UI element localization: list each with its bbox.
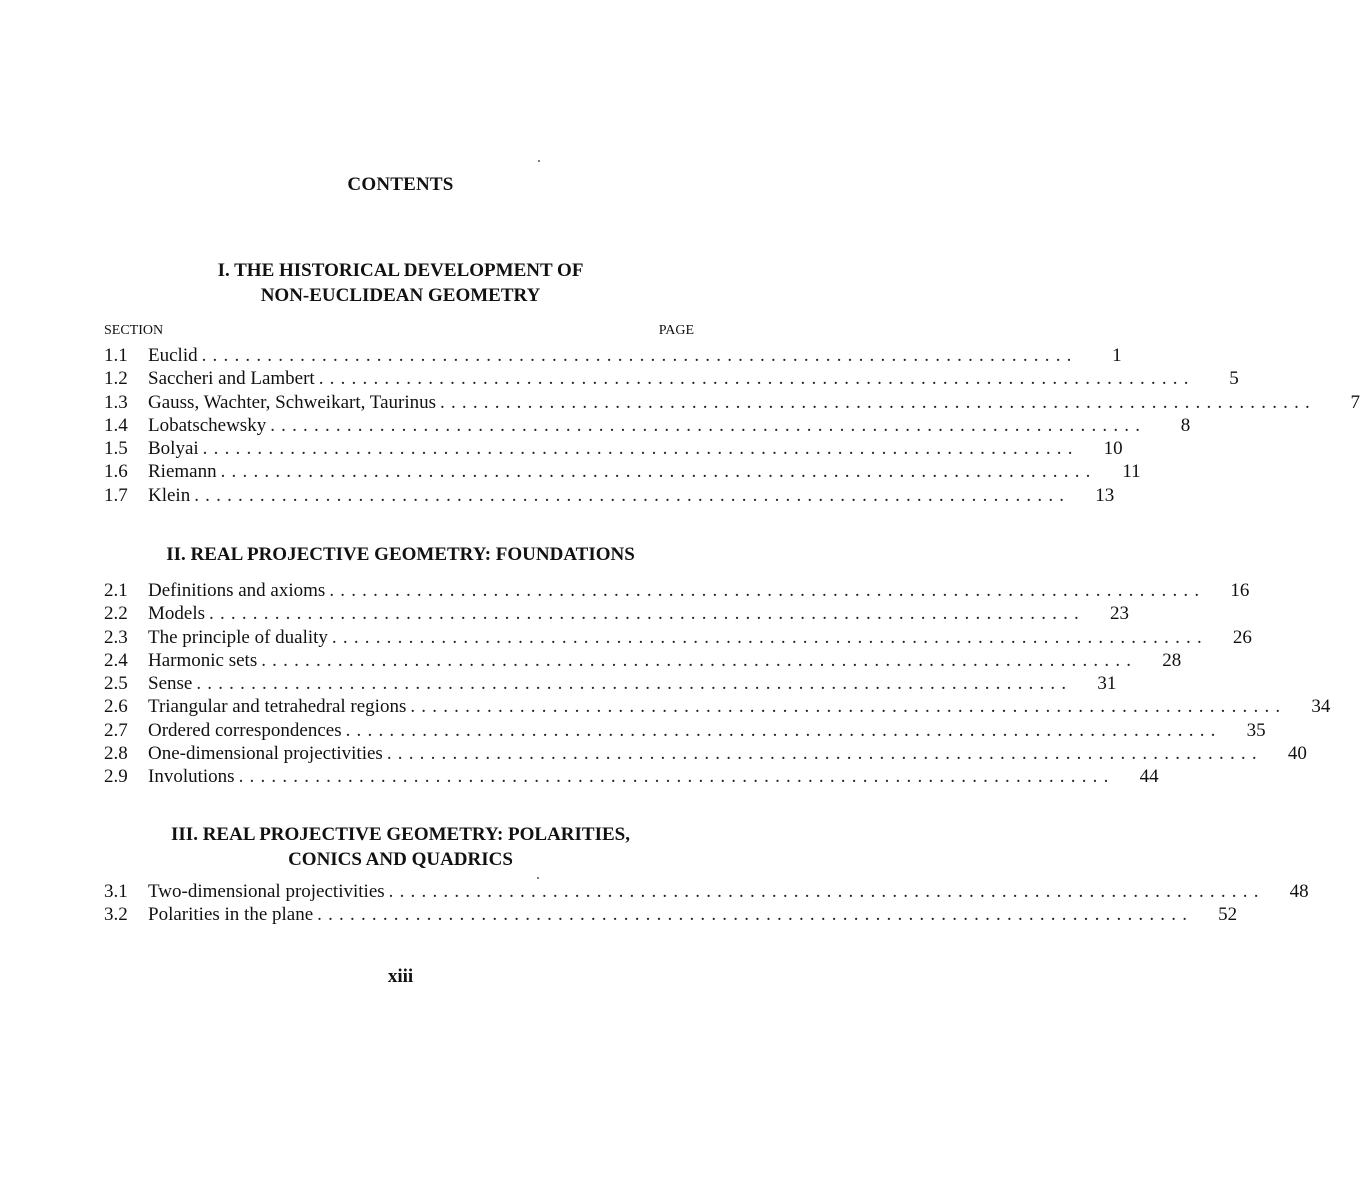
toc-entry-title: Triangular and tetrahedral regions (148, 696, 407, 718)
toc-entry-title: Models (148, 603, 205, 625)
dot-leader: ................................................................................ (317, 904, 1194, 926)
chapter-heading-3 (0, 822, 801, 872)
toc-entry-number: 2.9 (104, 766, 128, 788)
toc-entry-number: 2.8 (104, 743, 128, 765)
toc-entry-number: 2.2 (104, 603, 128, 625)
toc-entry-page: 1 (1112, 345, 1122, 366)
toc-entry-number: 3.1 (104, 881, 128, 902)
toc-entry-page: 44 (1139, 766, 1159, 788)
toc-entry-page: 7 (1350, 391, 1360, 413)
toc-entry-page: 35 (1246, 719, 1266, 741)
toc-entry-page: 13 (1095, 484, 1115, 506)
toc-entry-number: 2.4 (104, 649, 128, 671)
toc-entry (104, 461, 1141, 484)
dot-leader: ................................................................................ (388, 881, 1265, 902)
chapter-heading-line: CONICS AND QUADRICS (288, 849, 513, 870)
chapter-heading-line: III. REAL PROJECTIVE GEOMETRY: POLARITIES, (171, 824, 630, 845)
toc-entry-title: Two-dimensional projectivities (148, 881, 385, 902)
toc-entry-page: 40 (1287, 743, 1307, 765)
toc-entry (104, 673, 1117, 696)
toc-entry (104, 484, 1115, 508)
toc-list-chapter-2 (104, 580, 1331, 790)
toc-entry-title: Harmonic sets (148, 649, 258, 671)
toc-entry-title: Euclid (148, 345, 198, 366)
dot-leader: ................................................................................ (209, 603, 1085, 625)
toc-entry-title: Saccheri and Lambert (148, 368, 315, 390)
dot-leader: ................................................................................ (220, 461, 1097, 483)
column-labels (104, 323, 694, 339)
toc-entry (104, 649, 1182, 673)
chapter-heading-line: NON-EUCLIDEAN GEOMETRY (260, 285, 541, 306)
toc-entry-title: The principle of duality (148, 626, 328, 648)
dot-leader: ................................................................................ (329, 580, 1206, 601)
toc-entry-number: 2.7 (104, 719, 128, 741)
dot-leader: ................................................................................ (345, 719, 1222, 741)
toc-entry-number: 1.1 (104, 345, 128, 366)
dot-leader: ................................................................................ (386, 743, 1263, 765)
toc-entry (104, 696, 1331, 719)
toc-entry-page: 16 (1230, 580, 1250, 601)
dot-leader: ................................................................................ (261, 649, 1138, 671)
toc-list-chapter-1 (104, 345, 1360, 508)
page-title: CONTENTS (347, 174, 454, 195)
toc-entry-title: One-dimensional projectivities (148, 743, 383, 765)
dot-leader: ................................................................................ (194, 484, 1071, 506)
chapter-heading-2 (0, 542, 801, 567)
toc-entry-title: Bolyai (148, 438, 199, 460)
dot-leader: ................................................................................ (440, 391, 1316, 413)
chapter-heading-line: II. REAL PROJECTIVE GEOMETRY: FOUNDATIONS (166, 544, 635, 565)
toc-entry-number: 2.5 (104, 673, 128, 695)
toc-entry-page: 8 (1180, 414, 1191, 436)
toc-entry (104, 391, 1360, 415)
toc-entry-number: 1.3 (104, 391, 128, 413)
dot-leader: ................................................................................ (238, 766, 1115, 788)
toc-entry-number: 1.6 (104, 461, 128, 483)
toc-entry-number: 2.3 (104, 626, 128, 648)
chapter-heading-1 (0, 258, 801, 308)
toc-entry-number: 1.7 (104, 484, 128, 506)
toc-entry (104, 345, 1122, 368)
toc-entry-number: 1.2 (104, 368, 128, 390)
page-column-label: PAGE (658, 323, 694, 338)
dot-leader: ................................................................................ (196, 673, 1073, 695)
toc-entry-title: Gauss, Wachter, Schweikart, Taurinus (148, 391, 436, 413)
toc-entry-page: 23 (1110, 603, 1129, 625)
toc-entry-page: 5 (1229, 368, 1239, 390)
toc-entry-page: 52 (1218, 904, 1238, 926)
toc-entry-number: 1.5 (104, 438, 128, 460)
toc-entry-title: Lobatschewsky (148, 414, 267, 436)
toc-entry-number: 2.1 (104, 580, 128, 601)
toc-entry (104, 743, 1307, 766)
toc-entry-page: 28 (1162, 649, 1182, 671)
toc-entry-title: Riemann (148, 461, 217, 483)
dot-leader: ................................................................................ (318, 368, 1195, 390)
toc-entry-page: 48 (1289, 881, 1309, 902)
toc-entry-page: 31 (1097, 673, 1117, 695)
dot-leader: ................................................................................ (270, 414, 1147, 436)
toc-entry (104, 368, 1239, 391)
chapter-heading-line: I. THE HISTORICAL DEVELOPMENT OF (217, 260, 584, 281)
toc-entry (104, 603, 1129, 626)
print-speck (537, 877, 539, 879)
toc-entry-title: Sense (148, 673, 193, 695)
toc-entry-title: Polarities in the plane (148, 904, 314, 926)
toc-entry-number: 1.4 (104, 414, 128, 436)
toc-entry-number: 2.6 (104, 696, 128, 718)
page-folio: xiii (387, 966, 414, 987)
toc-entry-number: 3.2 (104, 904, 128, 926)
toc-entry (104, 766, 1159, 789)
toc-entry (104, 881, 1309, 904)
toc-entry-title: Involutions (148, 766, 235, 788)
toc-entry-title: Ordered correspondences (148, 719, 342, 741)
toc-entry (104, 904, 1238, 927)
toc-entry-title: Klein (148, 484, 191, 506)
toc-list-chapter-3 (104, 881, 1309, 928)
dot-leader: ................................................................................ (331, 626, 1208, 648)
print-speck (538, 160, 540, 162)
toc-entry-page: 11 (1122, 461, 1141, 483)
toc-entry (104, 719, 1266, 743)
toc-entry-title: Definitions and axioms (148, 580, 326, 601)
toc-entry (104, 626, 1252, 650)
dot-leader: ................................................................................ (410, 696, 1287, 718)
toc-entry (104, 580, 1250, 603)
toc-entry-page: 26 (1232, 626, 1252, 648)
dot-leader: ................................................................................ (202, 438, 1079, 460)
dot-leader: ................................................................................ (201, 345, 1078, 366)
toc-entry-page: 10 (1103, 438, 1123, 460)
toc-entry (104, 414, 1191, 438)
toc-entry-page: 34 (1311, 696, 1331, 718)
section-column-label: SECTION (104, 323, 164, 338)
toc-entry (104, 438, 1123, 461)
